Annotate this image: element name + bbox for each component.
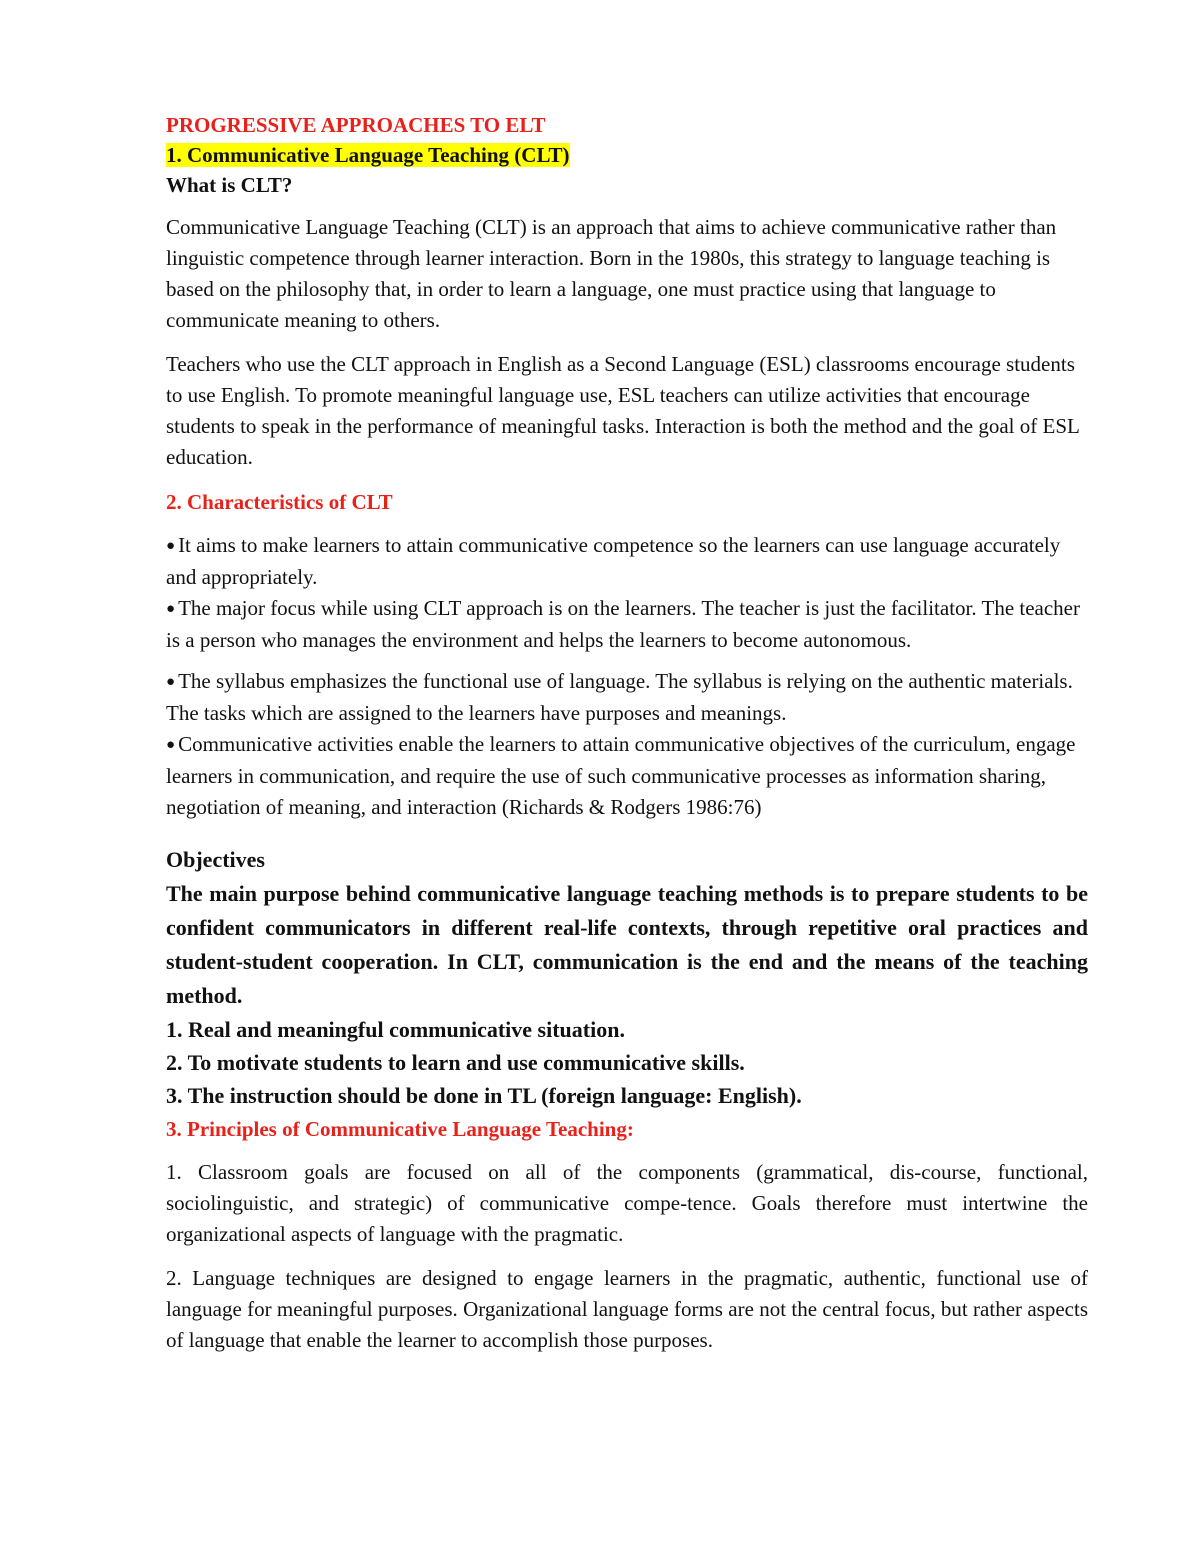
- bullet-item: [166, 593, 1088, 656]
- bullet-text: The major focus while using CLT approach is on the learners. The teacher is just the facilitator. The teacher is a person who manages the environment and helps the learners to become autonomous.: [166, 596, 1080, 652]
- bullet-group-2: [166, 666, 1088, 823]
- principle-paragraph-1: 1. Classroom goals are focused on all of the components (grammatical, dis-course, functional, sociolinguistic, and strategic) of communicative compe-tence. Goals therefore must intertwine the organizational aspects of language with the pragmatic.: [166, 1160, 1088, 1246]
- objective-item-3: 3. The instruction should be done in TL (foreign language: English).: [166, 1083, 802, 1108]
- document-page: [166, 110, 1088, 1369]
- objectives-text: The main purpose behind communicative language teaching methods is to prepare students to be confident communicators in different real-life contexts, through repetitive oral practices and student-student cooperation. In CLT, communication is the end and the means of the teaching method.: [166, 881, 1088, 1008]
- bullet-icon: ●: [166, 737, 176, 753]
- objectives-heading: Objectives: [166, 847, 265, 872]
- bullet-text: It aims to make learners to attain communicative competence so the learners can use language accurately and appropriately.: [166, 533, 1061, 589]
- section-2-heading: 2. Characteristics of CLT: [166, 490, 393, 514]
- section-1-paragraph-1: Communicative Language Teaching (CLT) is an approach that aims to achieve communicative rather than linguistic competence through learner interaction. Born in the 1980s, this strategy to language teaching is based on the philosophy that, in order to learn a language, one must practice using that language to communicate meaning to others.: [166, 215, 1057, 332]
- bullet-icon: ●: [166, 538, 176, 554]
- section-3-heading: 3. Principles of Communicative Language Teaching:: [166, 1117, 634, 1141]
- principle-paragraph-2: 2. Language techniques are designed to engage learners in the pragmatic, authentic, functional use of language for meaningful purposes. Organizational language forms are not the central focus, but rather aspects of language that enable the learner to accomplish those purposes.: [166, 1266, 1088, 1352]
- section-1-paragraph-2: Teachers who use the CLT approach in English as a Second Language (ESL) classrooms encourage students to use English. To promote meaningful language use, ESL teachers can utilize activities that encourage students to speak in the performance of meaningful tasks. Interaction is both the method and the goal of ESL education.: [166, 352, 1080, 469]
- document-title: PROGRESSIVE APPROACHES TO ELT: [166, 113, 546, 137]
- objective-item-1: 1. Real and meaningful communicative situation.: [166, 1017, 625, 1042]
- bullet-group-1: [166, 530, 1088, 656]
- bullet-icon: ●: [166, 601, 176, 617]
- bullet-text: The syllabus emphasizes the functional use of language. The syllabus is relying on the authentic materials. The tasks which are assigned to the learners have purposes and meanings.: [166, 669, 1073, 725]
- bullet-text: Communicative activities enable the learners to attain communicative objectives of the curriculum, engage learners in communication, and require the use of such communicative processes as information sharing, negotiation of meaning, and interaction (Richards & Rodgers 1986:76): [166, 732, 1076, 819]
- bullet-item: [166, 666, 1088, 729]
- bullet-item: [166, 530, 1088, 593]
- what-is-clt-heading: What is CLT?: [166, 173, 293, 197]
- bullet-icon: ●: [166, 674, 176, 690]
- section-1-heading-text: 1. Communicative Language Teaching (CLT): [166, 143, 570, 167]
- section-1-heading: [166, 140, 1088, 170]
- bullet-item: [166, 729, 1088, 823]
- objective-item-2: 2. To motivate students to learn and use communicative skills.: [166, 1050, 745, 1075]
